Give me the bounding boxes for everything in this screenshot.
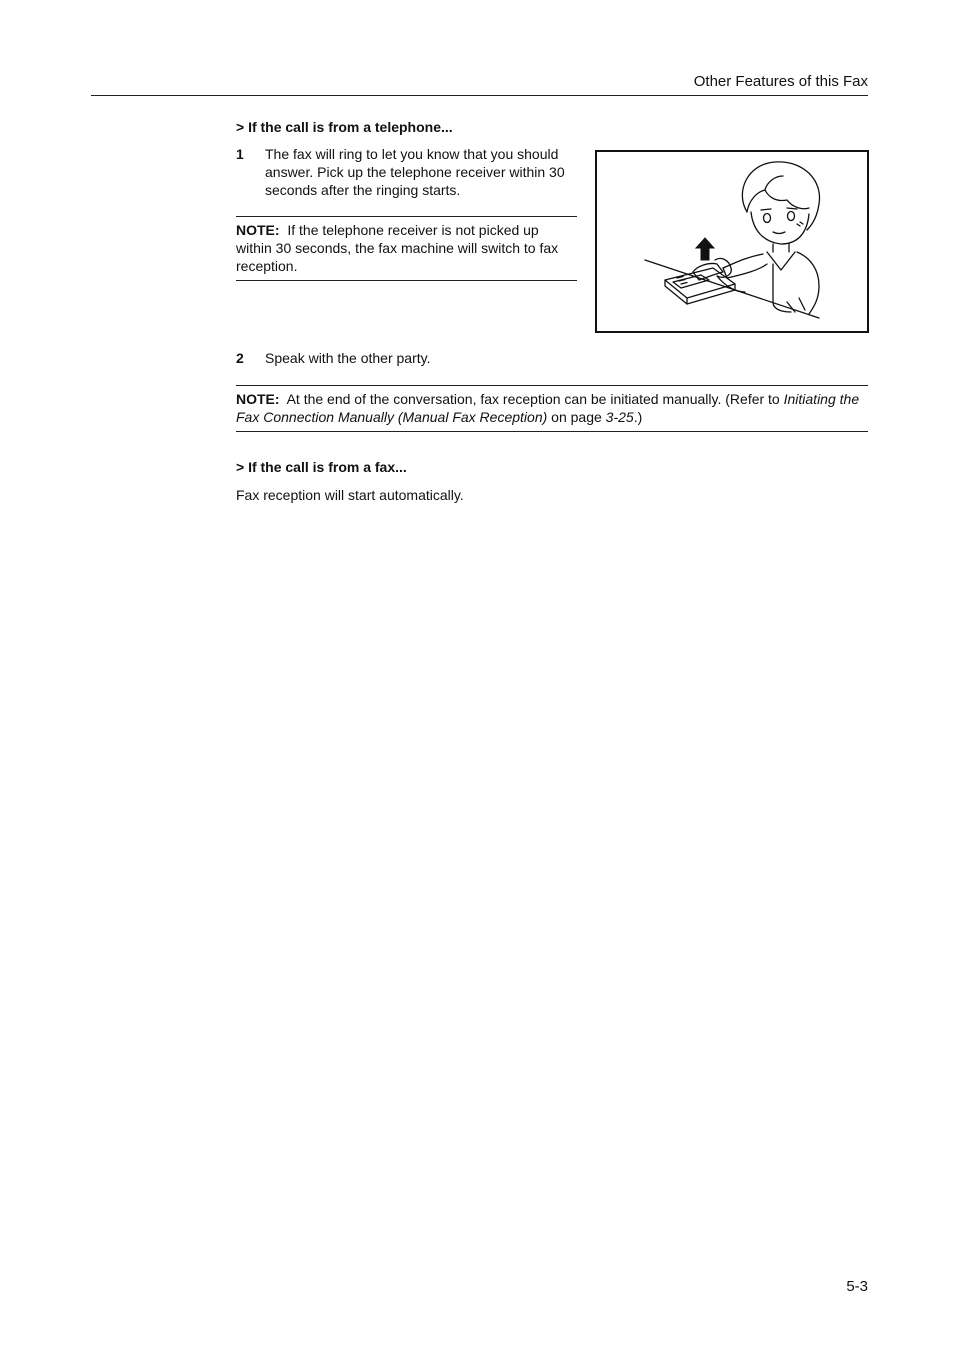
note-2-text-after: .) xyxy=(633,409,643,425)
header-divider xyxy=(91,95,868,96)
fax-call-heading: > If the call is from a fax... xyxy=(236,459,407,475)
note-2-text-before: At the end of the conversation, fax reception can be initiated manually. (Refer to xyxy=(286,391,784,407)
note-1-text: If the telephone receiver is not picked up within 30 seconds, the fax machine will switch to fax reception. xyxy=(236,222,559,274)
note-1-bottom-rule xyxy=(236,280,577,281)
page-number: 5-3 xyxy=(846,1278,868,1295)
person-picking-up-receiver-illustration xyxy=(597,152,867,331)
note-2 xyxy=(236,390,866,426)
step-2-number: 2 xyxy=(236,350,244,366)
note-2-top-rule xyxy=(236,385,868,386)
note-2-text-middle: on page xyxy=(547,409,606,425)
telephone-call-heading: > If the call is from a telephone... xyxy=(236,119,453,135)
step-1-text: The fax will ring to let you know that you should answer. Pick up the telephone receiver within 30 seconds after the ringing starts. xyxy=(265,146,565,198)
note-1 xyxy=(236,221,576,275)
illustration-pick-up-receiver xyxy=(595,150,869,333)
fax-call-text: Fax reception will start automatically. xyxy=(236,487,464,503)
note-1-top-rule xyxy=(236,216,577,217)
note-2-reference-title: Initiating the Fax Connection Manually (Manual Fax Reception) xyxy=(236,391,860,425)
note-2-bottom-rule xyxy=(236,431,868,432)
running-header-title: Other Features of this Fax xyxy=(693,73,868,90)
step-1-number: 1 xyxy=(236,146,244,162)
note-2-reference-page: 3-25 xyxy=(605,409,634,425)
step-2-text: Speak with the other party. xyxy=(265,350,431,366)
note-2-label: NOTE: xyxy=(236,391,280,407)
note-1-label: NOTE: xyxy=(236,222,280,238)
